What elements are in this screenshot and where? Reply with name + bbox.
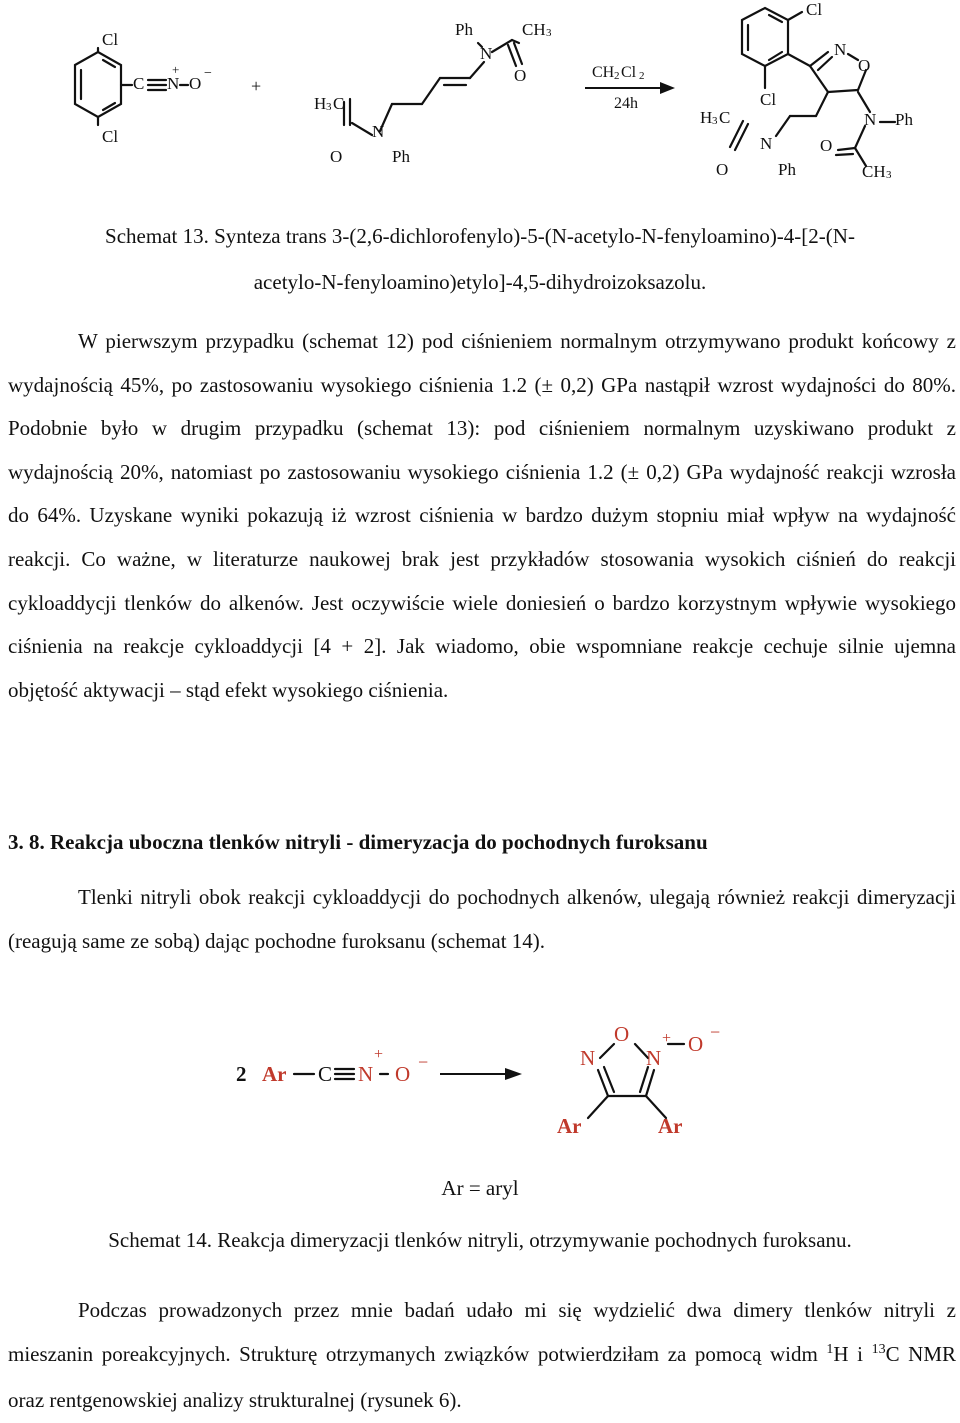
scheme-14-caption: Schemat 14. Reakcja dimeryzacji tlenków nitryli, otrzymywanie pochodnych furoksanu.: [108, 1228, 852, 1252]
subscript-2: 2: [614, 70, 620, 82]
atom-label-o: O: [858, 56, 871, 75]
atom-label-n: N: [834, 40, 847, 59]
atom-label-n: N: [358, 1062, 374, 1086]
subscript-2: 2: [639, 70, 645, 82]
charge-plus: +: [662, 1030, 672, 1047]
atom-label-ph: Ph: [392, 147, 410, 166]
subscript-3: 3: [546, 27, 552, 39]
ar-label: Ar: [557, 1114, 582, 1138]
solvent-label: Cl: [621, 64, 637, 81]
charge-minus: −: [710, 1022, 721, 1042]
atom-label-n: N: [167, 74, 180, 93]
atom-label-c: C: [318, 1062, 333, 1086]
atom-label-cl: Cl: [760, 90, 777, 109]
caption-line: Schemat 13. Synteza trans 3-(2,6-dichlorofenylo)-5-(N-acetylo-N-fenyloamino)-4-[2-(N-: [105, 224, 855, 248]
caption-line: acetylo-N-fenyloamino)etylo]-4,5-dihydroizoksazolu.: [253, 270, 707, 294]
atom-label-ph: Ph: [895, 110, 913, 129]
atom-label-c: C: [133, 74, 145, 93]
charge-plus: +: [374, 1046, 384, 1063]
aryl-definition: Ar = aryl: [441, 1176, 519, 1200]
atom-label-o: O: [514, 66, 527, 85]
paragraph: W pierwszym przypadku (schemat 12) pod ciśnieniem normalnym otrzymywano produkt końcowy z wydajnością 45%, po zastosowaniu wysokiego ciśnienia 1.2 (± 0,2) GPa nastąpił wzrost wydajności do 80%. Podobnie było w drugim przypadku (schemat 13): pod ciśnieniem normalnym uzyskiwano produkt z wydajnością 20%, natomiast po zastosowaniu wysokiego ciśnienia 1.2 (± 0,2) GPa wydajność reakcji wzrosła do 64%. Uzyskane wyniki pokazują iż wzrost ciśnienia w bardzo dużym stopniu miał wpływ na wydajność reakcji. Co ważne, w literaturze naukowej brak jest przykładów stosowania wysokich ciśnień do reakcji cykloaddycji tlenków do alkenów. Jest oczywiście wiele doniesień o bardzo korzystnym wpływie wysokiego ciśnienia na reakcje cykloaddycji [4 + 2]. Jak wiadomo, obie wspomniane reakcje cechuje silnie ujemna objętość aktywacji – stąd efekt wysokiego ciśnienia.: [8, 329, 956, 702]
ar-label: Ar: [658, 1114, 683, 1138]
stoichiometric-coefficient: 2: [236, 1062, 247, 1086]
section-heading: 3. 8. Reakcja uboczna tlenków nitryli - dimeryzacja do pochodnych furoksanu: [8, 830, 708, 854]
atom-label-c: C: [333, 94, 345, 113]
atom-label-n: N: [760, 134, 773, 153]
ar-label: Ar: [262, 1062, 287, 1086]
atom-label-n: N: [864, 110, 877, 129]
atom-label-ph: Ph: [455, 20, 473, 39]
atom-label-ph: Ph: [778, 160, 796, 179]
subscript-3: 3: [712, 115, 718, 127]
charge-plus: +: [172, 62, 180, 77]
atom-label-n: N: [646, 1046, 662, 1070]
atom-label-cl: Cl: [806, 0, 823, 19]
superscript: 13: [871, 1341, 886, 1357]
superscript: 1: [826, 1341, 834, 1357]
subscript-3: 3: [886, 169, 892, 181]
atom-label-o: O: [330, 147, 343, 166]
reaction-time: 24h: [614, 95, 638, 112]
atom-label-o: O: [820, 136, 833, 155]
scheme-13-labels: [0, 0, 960, 205]
scheme-14-labels: [0, 1010, 960, 1170]
paragraph: Tlenki nitryli obok reakcji cykloaddycji do pochodnych alkenów, ulegają również reakcji dimeryzacji (reagują same ze sobą) dając pochodne furoksanu (schemat 14).: [8, 885, 956, 953]
atom-label-n: N: [480, 44, 493, 63]
atom-label-ch: CH: [862, 162, 886, 181]
subscript-3: 3: [326, 101, 332, 113]
atom-label-h: H: [700, 108, 713, 127]
atom-label-n: N: [580, 1046, 596, 1070]
paragraph-text: C NMR oraz rentgenowskiej analizy strukturalnej (rysunek 6).: [8, 1341, 956, 1413]
scheme-13-caption: [0, 213, 960, 305]
atom-label-o: O: [189, 74, 202, 93]
plus-sign: +: [251, 76, 262, 96]
solvent-label: CH: [592, 64, 615, 81]
atom-label-h: H: [314, 94, 327, 113]
atom-label-c: C: [719, 108, 731, 127]
charge-minus: −: [204, 66, 212, 81]
charge-minus: −: [418, 1052, 429, 1072]
paragraph-text: Podczas prowadzonych przez mnie badań udało mi się wydzielić dwa dimery tlenków nitryli z mieszanin poreakcyjnych. Strukturę otrzymanych związków potwierdziłam za pomocą widm: [8, 1298, 956, 1366]
paragraph-text: H i: [833, 1341, 872, 1366]
atom-label-cl: Cl: [102, 127, 119, 146]
atom-label-o: O: [716, 160, 729, 179]
atom-label-cl: Cl: [102, 30, 119, 49]
atom-label-o: O: [395, 1062, 411, 1086]
atom-label-o: O: [688, 1032, 704, 1056]
atom-label-o: O: [614, 1022, 630, 1046]
atom-label-ch: CH: [522, 20, 546, 39]
paragraph: [8, 1289, 956, 1423]
atom-label-n: N: [372, 122, 385, 141]
